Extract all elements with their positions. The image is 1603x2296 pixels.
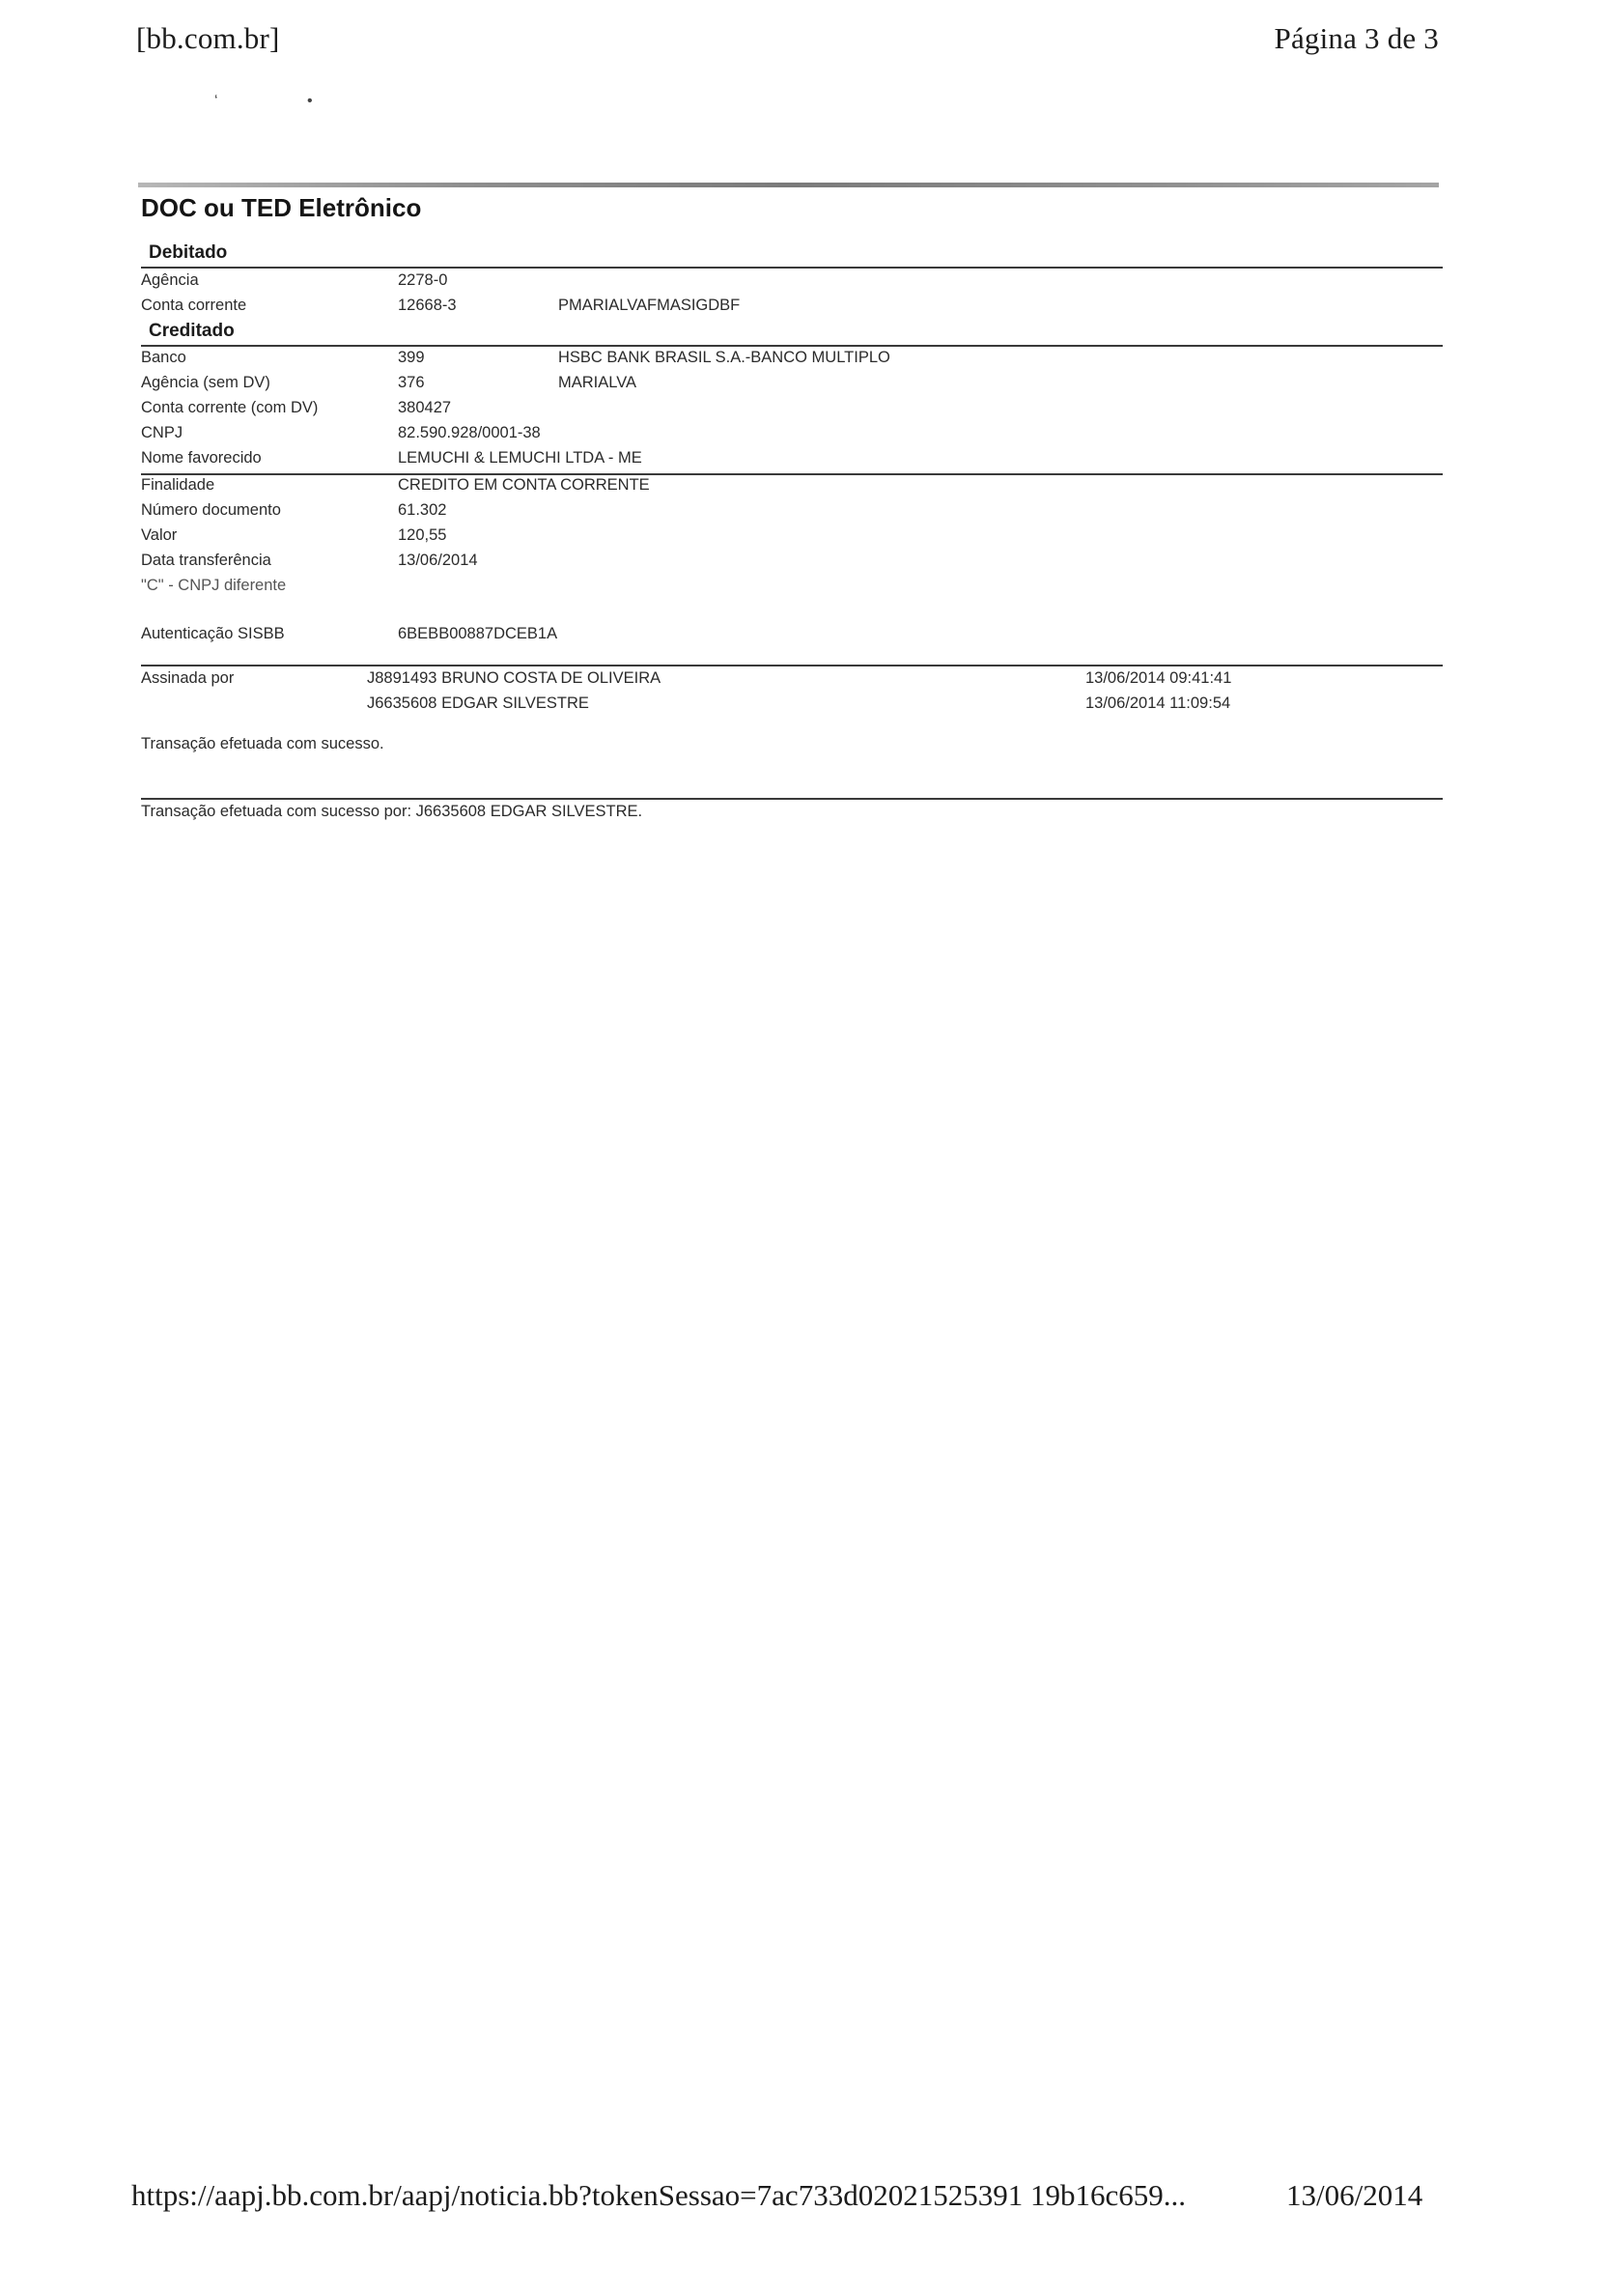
row-agencia-debitado xyxy=(141,271,1445,295)
field-value: 2278-0 xyxy=(398,271,448,289)
row-banco xyxy=(141,349,1445,372)
field-label: Agência (sem DV) xyxy=(141,374,270,391)
row-agencia-creditado xyxy=(141,374,1445,397)
divider xyxy=(141,665,1443,666)
signer-name: J8891493 BRUNO COSTA DE OLIVEIRA xyxy=(367,669,661,687)
cnpj-note: "C" - CNPJ diferente xyxy=(141,577,287,594)
field-value: 61.302 xyxy=(398,501,447,519)
footer-date: 13/06/2014 xyxy=(1286,2178,1423,2212)
field-label: Conta corrente xyxy=(141,297,247,314)
field-label: CNPJ xyxy=(141,424,183,441)
top-divider xyxy=(138,183,1439,187)
field-extra: PMARIALVAFMASIGDBF xyxy=(558,297,741,314)
field-label: Data transferência xyxy=(141,552,271,569)
field-label: Banco xyxy=(141,349,186,366)
field-label: Finalidade xyxy=(141,476,215,494)
divider xyxy=(141,798,1443,800)
document-title: DOC ou TED Eletrônico xyxy=(141,193,422,222)
field-label: Nome favorecido xyxy=(141,449,262,467)
row-nota xyxy=(141,577,1445,600)
field-value: 120,55 xyxy=(398,526,447,544)
field-label: Valor xyxy=(141,526,178,544)
row-conta-debitado xyxy=(141,297,1445,320)
divider xyxy=(141,267,1443,269)
row-finalidade xyxy=(141,476,1445,499)
scan-speck: • xyxy=(307,93,313,109)
field-label: Número documento xyxy=(141,501,281,519)
row-favorecido xyxy=(141,449,1445,472)
field-value: 399 xyxy=(398,349,425,366)
field-value: 380427 xyxy=(398,399,452,416)
section-creditado: Creditado xyxy=(149,321,235,341)
row-cnpj xyxy=(141,424,1445,447)
field-extra: MARIALVA xyxy=(558,374,636,391)
field-value: 376 xyxy=(398,374,425,391)
footer-url: https://aapj.bb.com.br/aapj/noticia.bb?tokenSessao=7ac733d02021525391 19b16c659... xyxy=(131,2178,1186,2212)
field-value: 82.590.928/0001-38 xyxy=(398,424,541,441)
field-label: Agência xyxy=(141,271,199,289)
field-value: 6BEBB00887DCEB1A xyxy=(398,625,558,642)
divider xyxy=(141,345,1443,347)
row-conta-creditado xyxy=(141,399,1445,422)
row-autenticacao xyxy=(141,625,1445,648)
scan-speck: ‘ xyxy=(214,93,218,109)
divider xyxy=(141,473,1443,475)
status-message: Transação efetuada com sucesso. xyxy=(141,735,384,752)
row-documento xyxy=(141,501,1445,524)
section-debitado: Debitado xyxy=(149,242,228,263)
field-label: Assinada por xyxy=(141,669,235,687)
field-value: 12668-3 xyxy=(398,297,457,314)
field-extra: HSBC BANK BRASIL S.A.-BANCO MULTIPLO xyxy=(558,349,890,366)
status-message-by: Transação efetuada com sucesso por: J6635608 EDGAR SILVESTRE. xyxy=(141,803,643,820)
field-label: Autenticação SISBB xyxy=(141,625,285,642)
signer-name: J6635608 EDGAR SILVESTRE xyxy=(367,694,589,712)
field-label: Conta corrente (com DV) xyxy=(141,399,319,416)
row-assinatura xyxy=(141,694,1445,718)
row-valor xyxy=(141,526,1445,550)
page-number: Página 3 de 3 xyxy=(1274,21,1439,55)
signature-datetime: 13/06/2014 11:09:54 xyxy=(1085,694,1231,712)
field-value: CREDITO EM CONTA CORRENTE xyxy=(398,476,650,494)
field-value: 13/06/2014 xyxy=(398,552,478,569)
field-value: LEMUCHI & LEMUCHI LTDA - ME xyxy=(398,449,642,467)
row-assinatura xyxy=(141,669,1445,693)
signature-datetime: 13/06/2014 09:41:41 xyxy=(1085,669,1232,687)
row-data-transferencia xyxy=(141,552,1445,575)
header-site: [bb.com.br] xyxy=(136,21,280,55)
